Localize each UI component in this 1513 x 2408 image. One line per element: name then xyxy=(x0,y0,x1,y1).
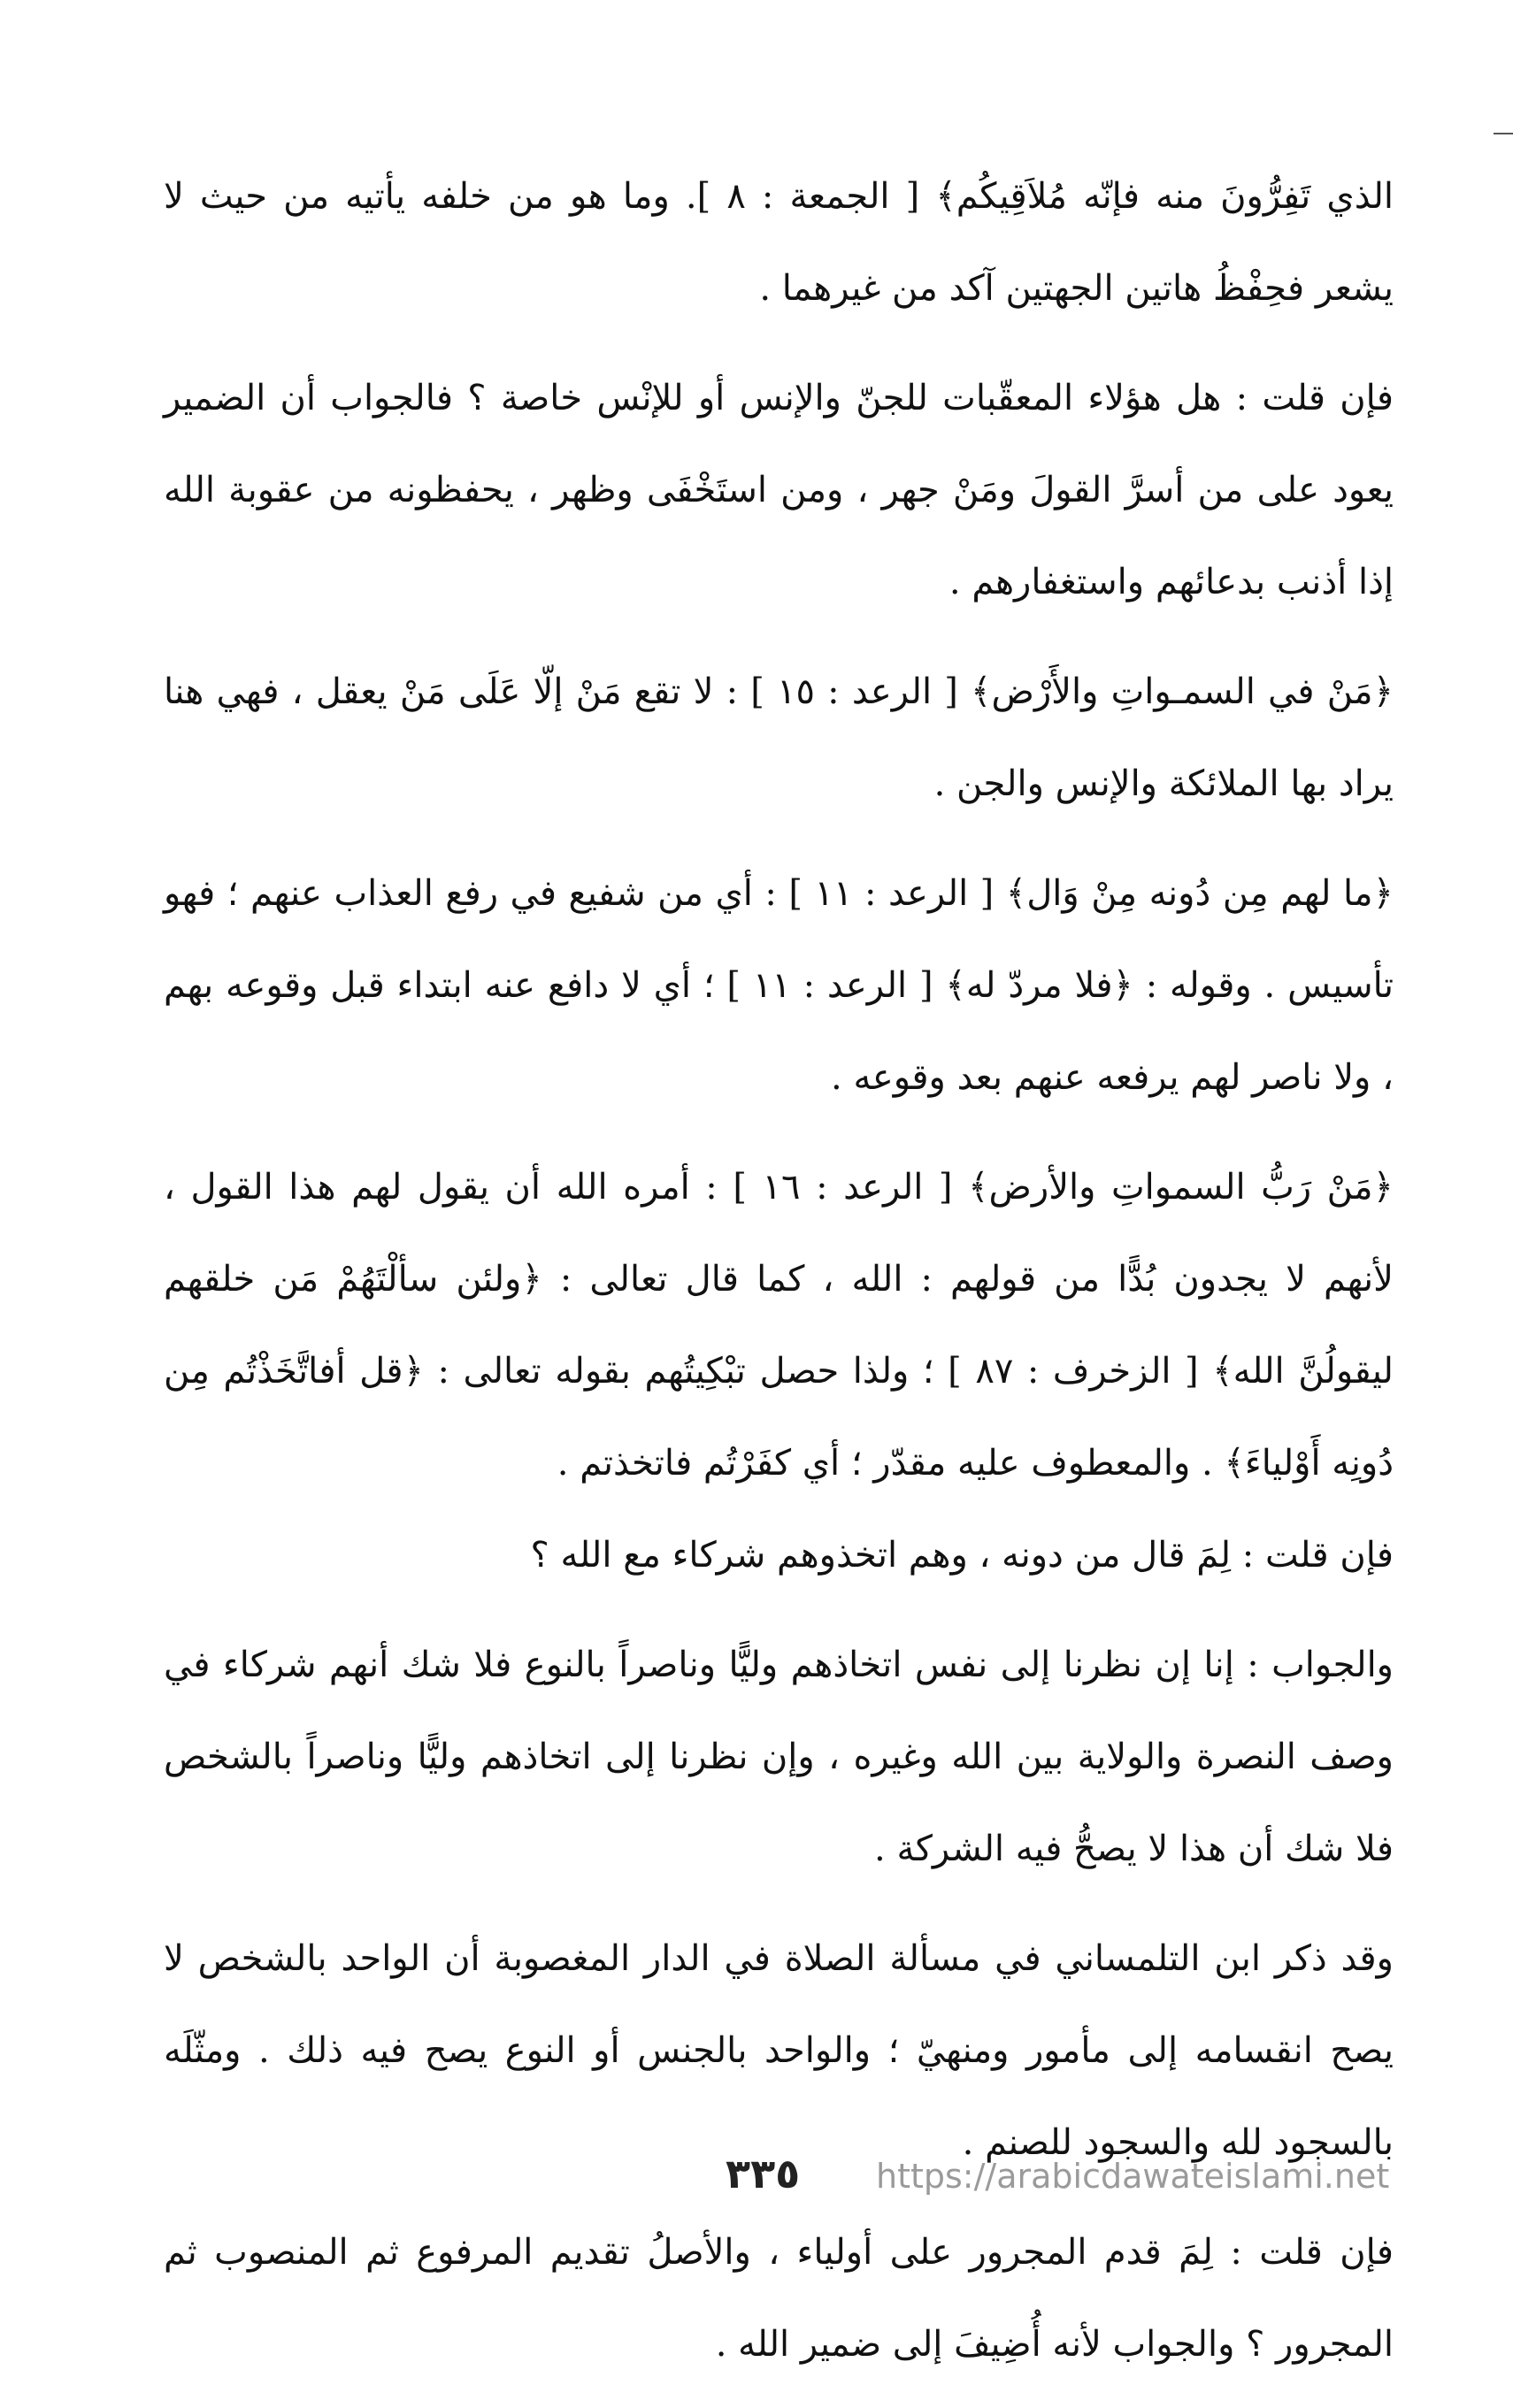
paragraph-7: والجواب : إنا إن نظرنا إلى نفس اتخاذهم وليًّا وناصراً بالنوع فلا شك أنهم شركاء في وصف النصرة والولاية بين الله وغيره ، وإن نظرنا إلى اتخاذهم وليًّا وناصراً بالشخص فلا شك أن هذا لا يصحُّ فيه الشركة . xyxy=(164,1645,1394,1869)
paragraph-8: وقد ذكر ابن التلمساني في مسألة الصلاة في الدار المغصوبة أن الواحد بالشخص لا يصح انقسامه إلى مأمور ومنهيّ ؛ والواحد بالجنس أو النوع يصح فيه ذلك . ومثّلَه بالسجود لله والسجود للصنم . xyxy=(164,1938,1394,2163)
paragraph-6: فإن قلت : لِمَ قال من دونه ، وهم اتخذوهم شركاء مع الله ؟ xyxy=(530,1535,1394,1576)
paragraph-1: الذي تَفِرُّونَ منه فإنّه مُلاَقِيكُم﴾ [ الجمعة : ٨ ]. وما هو من خلفه يأتيه من حيث لا يشعر فحِفْظُ هاتين الجهتين آكد من غيرهما . xyxy=(164,176,1394,309)
page-number: ٣٣٥ xyxy=(726,2150,801,2197)
watermark-url[interactable]: https://arabicdawateislami.net xyxy=(876,2157,1390,2196)
page-footer xyxy=(0,2150,1513,2203)
scan-corner-mark xyxy=(1494,133,1513,134)
paragraph-9: فإن قلت : لِمَ قدم المجرور على أولياء ، والأصلُ تقديم المرفوع ثم المنصوب ثم المجرور ؟ والجواب لأنه أُضِيفَ إلى ضمير الله . xyxy=(164,2232,1394,2365)
paragraph-3: ﴿مَنْ في السمـواتِ والأَرْض﴾ [ الرعد : ١٥ ] : لا تقع مَنْ إلّا عَلَى مَنْ يعقل ، فهي هنا يراد بها الملائكة والإنس والجن . xyxy=(164,671,1394,804)
page-body xyxy=(164,150,1394,2408)
paragraph-4: ﴿ما لهم مِن دُونه مِنْ وَال﴾ [ الرعد : ١١ ] : أي من شفيع في رفع العذاب عنهم ؛ فهو تأسيس . وقوله : ﴿فلا مردّ له﴾ [ الرعد : ١١ ] ؛ أي لا دافع عنه ابتداء قبل وقوعه بهم ، ولا ناصر لهم يرفعه عنهم بعد وقوعه . xyxy=(164,873,1394,1098)
paragraph-5: ﴿مَنْ رَبُّ السمواتِ والأرض﴾ [ الرعد : ١٦ ] : أمره الله أن يقول لهم هذا القول ، لأنهم لا يجدون بُدًّا من قولهم : الله ، كما قال تعالى : ﴿ولئن سألْتَهُمْ مَن خلقهم ليقولُنَّ الله﴾ [ الزخرف : ٨٧ ] ؛ ولذا حصل تبْكِيتُهم بقوله تعالى : ﴿قل أفاتَّخَذْتُم مِن دُونِه أَوْلياءَ﴾ . والمعطوف عليه مقدّر ؛ أي كفَرْتُم فاتخذتم . xyxy=(164,1167,1394,1484)
paragraph-2: فإن قلت : هل هؤلاء المعقّبات للجنّ والإنس أو للإنْس خاصة ؟ فالجواب أن الضمير يعود على من أسرَّ القولَ ومَنْ جهر ، ومن استَخْفَى وظهر ، يحفظونه من عقوبة الله إذا أذنب بدعائهم واستغفارهم . xyxy=(164,378,1394,602)
